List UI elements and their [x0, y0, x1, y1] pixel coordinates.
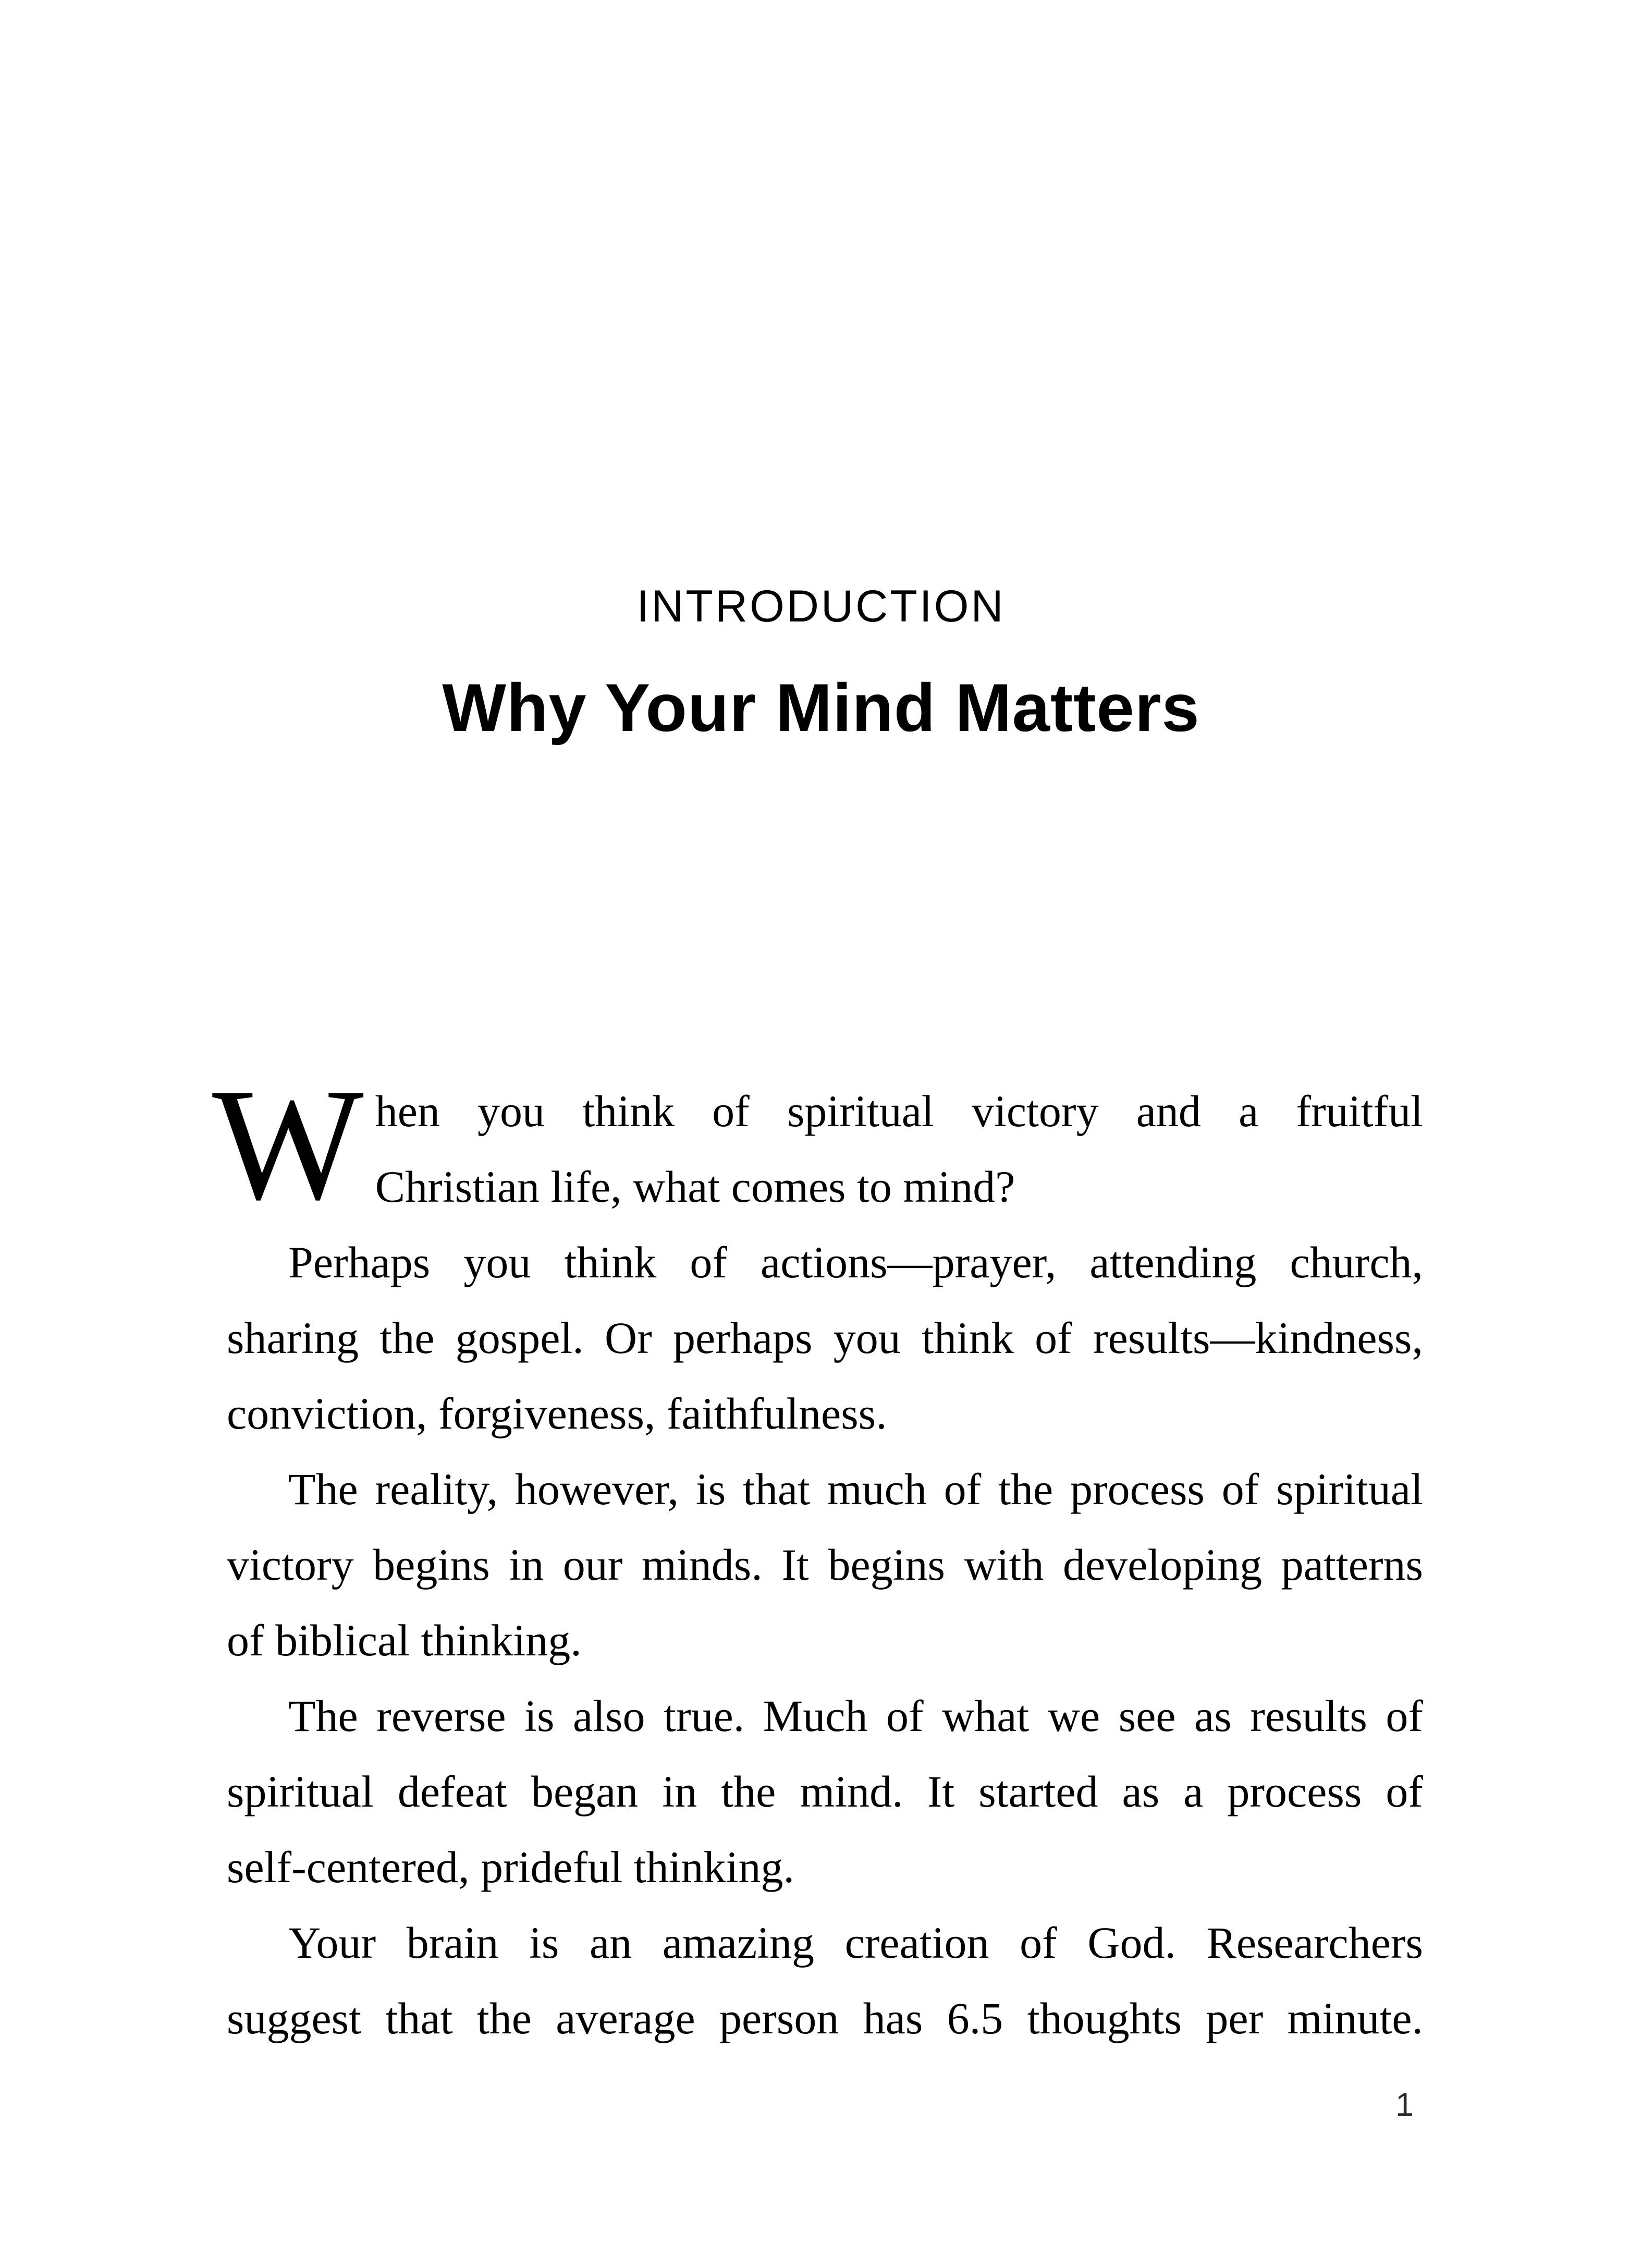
text-line: Perhaps you think of actions—prayer, attending church,: [288, 1237, 1423, 1287]
text-line: sharing the gospel. Or perhaps you think of results—kindness,: [227, 1313, 1423, 1363]
text-line: Your brain is an amazing creation of God. Researchers: [288, 1918, 1423, 1968]
chapter-kicker: INTRODUCTION: [636, 581, 1006, 631]
text-line: suggest that the average person has 6.5 thoughts per minute.: [227, 1993, 1423, 2043]
paragraph: [212, 1055, 1423, 1233]
page-number: 1: [1395, 2087, 1414, 2123]
text-line: hen you think of spiritual victory and a fruitful: [375, 1086, 1423, 1136]
paragraph: [227, 1452, 1423, 1678]
text-line: self-centered, prideful thinking.: [227, 1842, 794, 1892]
text-line: of biblical thinking.: [227, 1615, 582, 1665]
paragraph: [227, 1678, 1423, 1905]
text-line: Christian life, what comes to mind?: [375, 1162, 1015, 1212]
drop-cap: W: [212, 1055, 364, 1233]
text-line: victory begins in our minds. It begins with developing patterns: [227, 1540, 1423, 1590]
text-line: spiritual defeat began in the mind. It started as a process of: [227, 1766, 1423, 1816]
text-line: conviction, forgiveness, faithfulness.: [227, 1388, 887, 1438]
paragraph: [227, 1225, 1423, 1452]
text-line: The reality, however, is that much of the process of spiritual: [288, 1464, 1423, 1514]
body-text: [212, 1055, 1423, 2056]
chapter-title: Why Your Mind Matters: [442, 669, 1200, 746]
paragraph: [227, 1905, 1423, 2056]
text-line: The reverse is also true. Much of what we see as results of: [288, 1691, 1423, 1741]
